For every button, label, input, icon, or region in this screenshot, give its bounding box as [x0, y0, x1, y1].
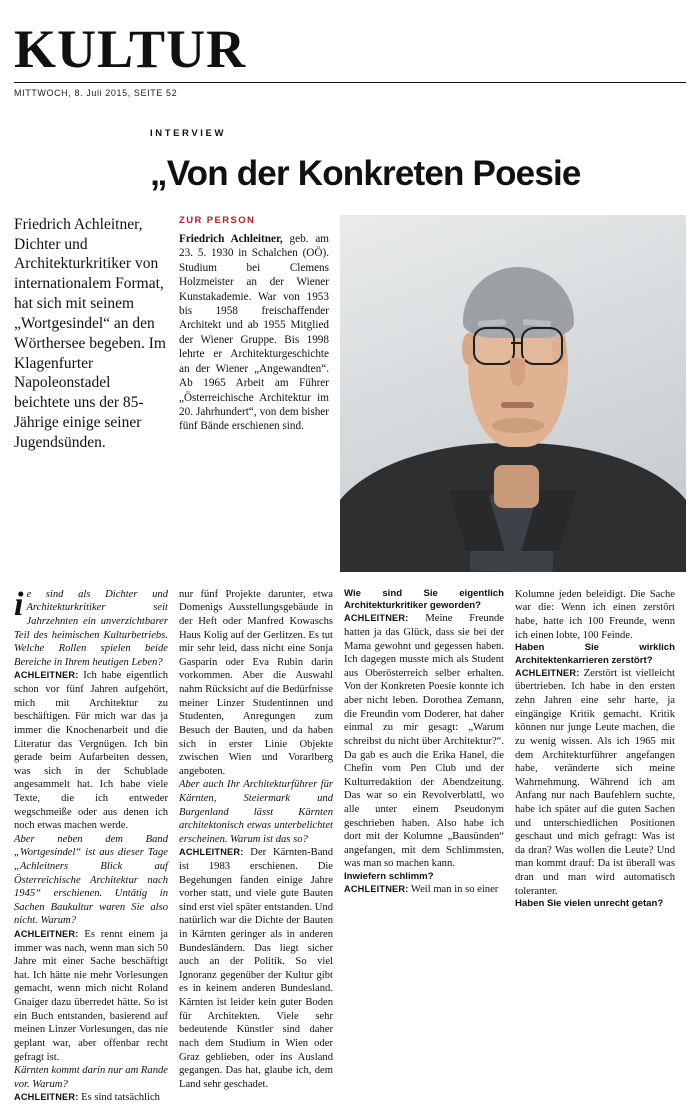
speaker-label: ACHLEITNER:	[515, 667, 580, 678]
speaker-label: ACHLEITNER:	[14, 1092, 79, 1103]
article-kicker: INTERVIEW	[150, 128, 227, 139]
article-column-2	[179, 588, 333, 1105]
question-paragraph: Inwiefern schlimm?	[344, 871, 434, 882]
speaker-label: ACHLEITNER:	[179, 847, 244, 858]
photo-chin-shadow	[492, 418, 544, 432]
lead-column	[14, 215, 168, 453]
photo-nose	[510, 358, 526, 387]
question-paragraph: Haben Sie vielen unrecht getan?	[515, 898, 664, 910]
answer-text: Meine Freunde hatten ja das Glück, dass sie bei der Mama gewohnt und gegessen haben. Ich dagegen musste mich als Student aus Oberösterreich selber erhalten. Von der Konkreten Poesie konnte ich aber nicht leben. Dorothea Zemann, die Freundin vom Doderer, hat daher einmal zu mir gesagt: „Warum schreibst du nicht über Architektur?“. Da gab es auch die Erika Hanel, die Chefin vom Pen Club und der Kulturredaktion der Abendzeitung. Das war so ein Revolverblattl, wo alle unter einem Pseudonym geschrieben haben. Also habe ich dort mit der Kolumne „Bausünden“ angefangen, mit dem Schlimmsten, was man so machen kann.	[344, 613, 504, 870]
answer-paragraph	[179, 846, 333, 1091]
person-box-body	[179, 232, 329, 434]
photo-glasses-left	[473, 327, 515, 365]
article-body	[0, 572, 700, 1105]
masthead	[0, 0, 700, 98]
article-top-area	[0, 193, 700, 572]
answer-text: Zerstört ist vielleicht übertrieben. Ich habe in den ersten zehn Jahren eine sehr harte, ja eingängige Kritik gemacht. Kritik können nur junge Leute machen, die zu wenig wissen. Als ich 1965 mit dem Architekturführer angefangen habe, veränderte sich meine Wahrnehmung. Während ich am Anfang nur nach Baufehlern suchte, habe ich später auf die guten Sachen und unterschiedlichen Positionen geschaut und mich gefragt: Was ist da dran? Was wollen die Leute? Und man kommt drauf: Da ist überall was dran und man wird automatisch toleranter.	[515, 667, 675, 897]
answer-text: Es sind tatsächlich	[78, 1092, 160, 1104]
answer-continuation: nur fünf Projekte darunter, etwa Domenigs Ausstellungsgebäude in der Heft oder Manfred Kowaschs Haus Kolig auf der Gerlitzen. Es tut mir sehr leid, dass nicht eine Sonja Gasparin oder Eva Rubin darin vorkommen. Aber die Auswahl nahm Rücksicht auf die Bedürfnisse meiner Linzer Studentinnen und Studenten, Anregungen zum Besuch der Bauten, und da haben sich in erster Linie Objekte zwischen Wien und Vorarlberg angeboten.	[179, 588, 333, 777]
question-paragraph: Aber auch Ihr Architekturführer für Kärnten, Steiermark und Burgenland lässt Kärnten architektonisch etwas unterbelichtet erscheinen. Warum ist das so?	[179, 779, 333, 845]
answer-paragraph	[515, 667, 675, 898]
speaker-label: ACHLEITNER:	[14, 929, 79, 940]
speaker-label: ACHLEITNER:	[14, 670, 79, 681]
answer-text: Es rennt einem ja immer was nach, wenn man sich 50 Jahre mit einer Sache beschäftigt hat. Ich hätte nie mehr Vorlesungen gemacht, wenn mich nicht Roland Gnaiger dazu überredet hätte. So ist ein Buch entstanden, basierend auf meinen Linzer Vorlesungen, das nie geplant war, aber offenbar recht gefragt ist.	[14, 929, 168, 1063]
answer-text: Weil man in so einer	[408, 884, 499, 896]
photo-neck	[494, 465, 539, 508]
question-paragraph: Haben Sie wirklich Architektenkarrieren zerstört?	[515, 642, 675, 666]
question-paragraph: Aber neben dem Band „Wortgesindel“ ist aus dieser Tage „Achleitners Blick auf Österreichische Architektur nach 1945“ erschienen. Untätig in Sachen Baukultur waren Sie also nicht. Warum?	[14, 833, 168, 927]
article-column-1	[14, 585, 168, 1105]
person-bio: geb. am 23. 5. 1930 in Schalchen (OÖ). Studium bei Clemens Holzmeister an der Wiener Kunstakademie. War von 1953 bis 1958 freischaffender Architekt und ab 1955 Mitglied der Wiener Gruppe. Bis 1998 lehrte er Architekturgeschichte an der Wiener „Angewandten“. Ab 1965 Arbeit am Führer „Österreichische Architektur im 20. Jahrhundert“, von dem bisher fünf Bände erschienen sind.	[179, 232, 329, 433]
speaker-label: ACHLEITNER:	[344, 613, 409, 624]
photo-glasses-bridge	[511, 342, 521, 344]
portrait-photo	[340, 215, 686, 572]
photo-column	[340, 215, 686, 572]
person-box	[179, 215, 329, 434]
answer-paragraph	[14, 669, 168, 832]
article-column-3	[344, 588, 504, 1105]
answer-text: Ich habe eigentlich schon vor fünf Jahren aufgehört, mich mit Architektur zu beschäftigen. Für mich war das ja immer die Knochenarbeit und die Literatur das Vergnügen. Ich bin gerade beim Aufarbeiten dessen, was sich in der Schublade angesammelt hat. Ich habe viele Texte, die ich entweder wegschmeiße oder aus denen ich noch etwas machen werde.	[14, 670, 168, 832]
answer-paragraph	[344, 612, 504, 871]
answer-paragraph	[14, 928, 168, 1064]
answer-paragraph	[14, 1091, 168, 1105]
person-box-heading: ZUR PERSON	[179, 214, 256, 226]
person-name: Friedrich Achleitner,	[179, 232, 283, 245]
answer-text: Der Kärnten-Band ist 1983 erschienen. Die Begehungen fanden einige Jahre vorher statt, und viele gute Bauten sind erst viel später entstanden. Und natürlich war die Dichte der Bauten in Kärnten geringer als in anderen Bundesländern. Das liegt sicher auch an der Politik. So viel Ignoranz gegenüber der Kultur gibt es in keinem anderen Bundesland. Kärnten ist leider kein guter Boden für Architekten. Viele sehr bedeutende Künstler sind daher nach dem Studium in Wien oder Graz geblieben, oder ins Ausland gegangen. Das hat, glaube ich, dem Land sehr geschadet.	[179, 847, 333, 1090]
article-column-4	[515, 588, 675, 1105]
lead-paragraph: Friedrich Achleitner, Dichter und Architekturkritiker von internationalem Format, hat sich mit seinem „Wortgesindel“ an den Wörthersee begeben. Im Klagenfurter Napoleonstadel beichtete uns der 85-Jährige einige seiner Jugendsünden.	[14, 215, 166, 451]
answer-continuation: Kolumne jeden beleidigt. Die Sache war die: Wenn ich einen zerstört habe, hatte ich 100 Freunde, wenn ich einen lobte, 100 Feinde.	[515, 588, 675, 641]
photo-glasses-right	[521, 327, 563, 365]
question-paragraph: Wie sind Sie eigentlich Architekturkritiker geworden?	[344, 587, 504, 612]
speaker-label: ACHLEITNER:	[344, 884, 409, 895]
answer-paragraph	[344, 883, 504, 897]
dateline: MITTWOCH, 8. Juli 2015, SEITE 52	[14, 88, 178, 98]
article-headline: „Von der Konkreten Poesie	[150, 154, 581, 193]
question-paragraph: Kärnten kommt darin nur am Rande vor. Warum?	[14, 1065, 168, 1090]
page-title: KULTUR	[14, 19, 247, 79]
headline-block	[0, 98, 700, 193]
question-intro: ie sind als Dichter und Architekturkritiker seit Jahrzehnten ein unverzichtbarer Teil des heimischen Kulturbetriebs. Welche Rollen spielen beide Bereiche in Ihrem heutigen Leben?	[14, 585, 168, 668]
photo-mouth	[501, 402, 534, 408]
